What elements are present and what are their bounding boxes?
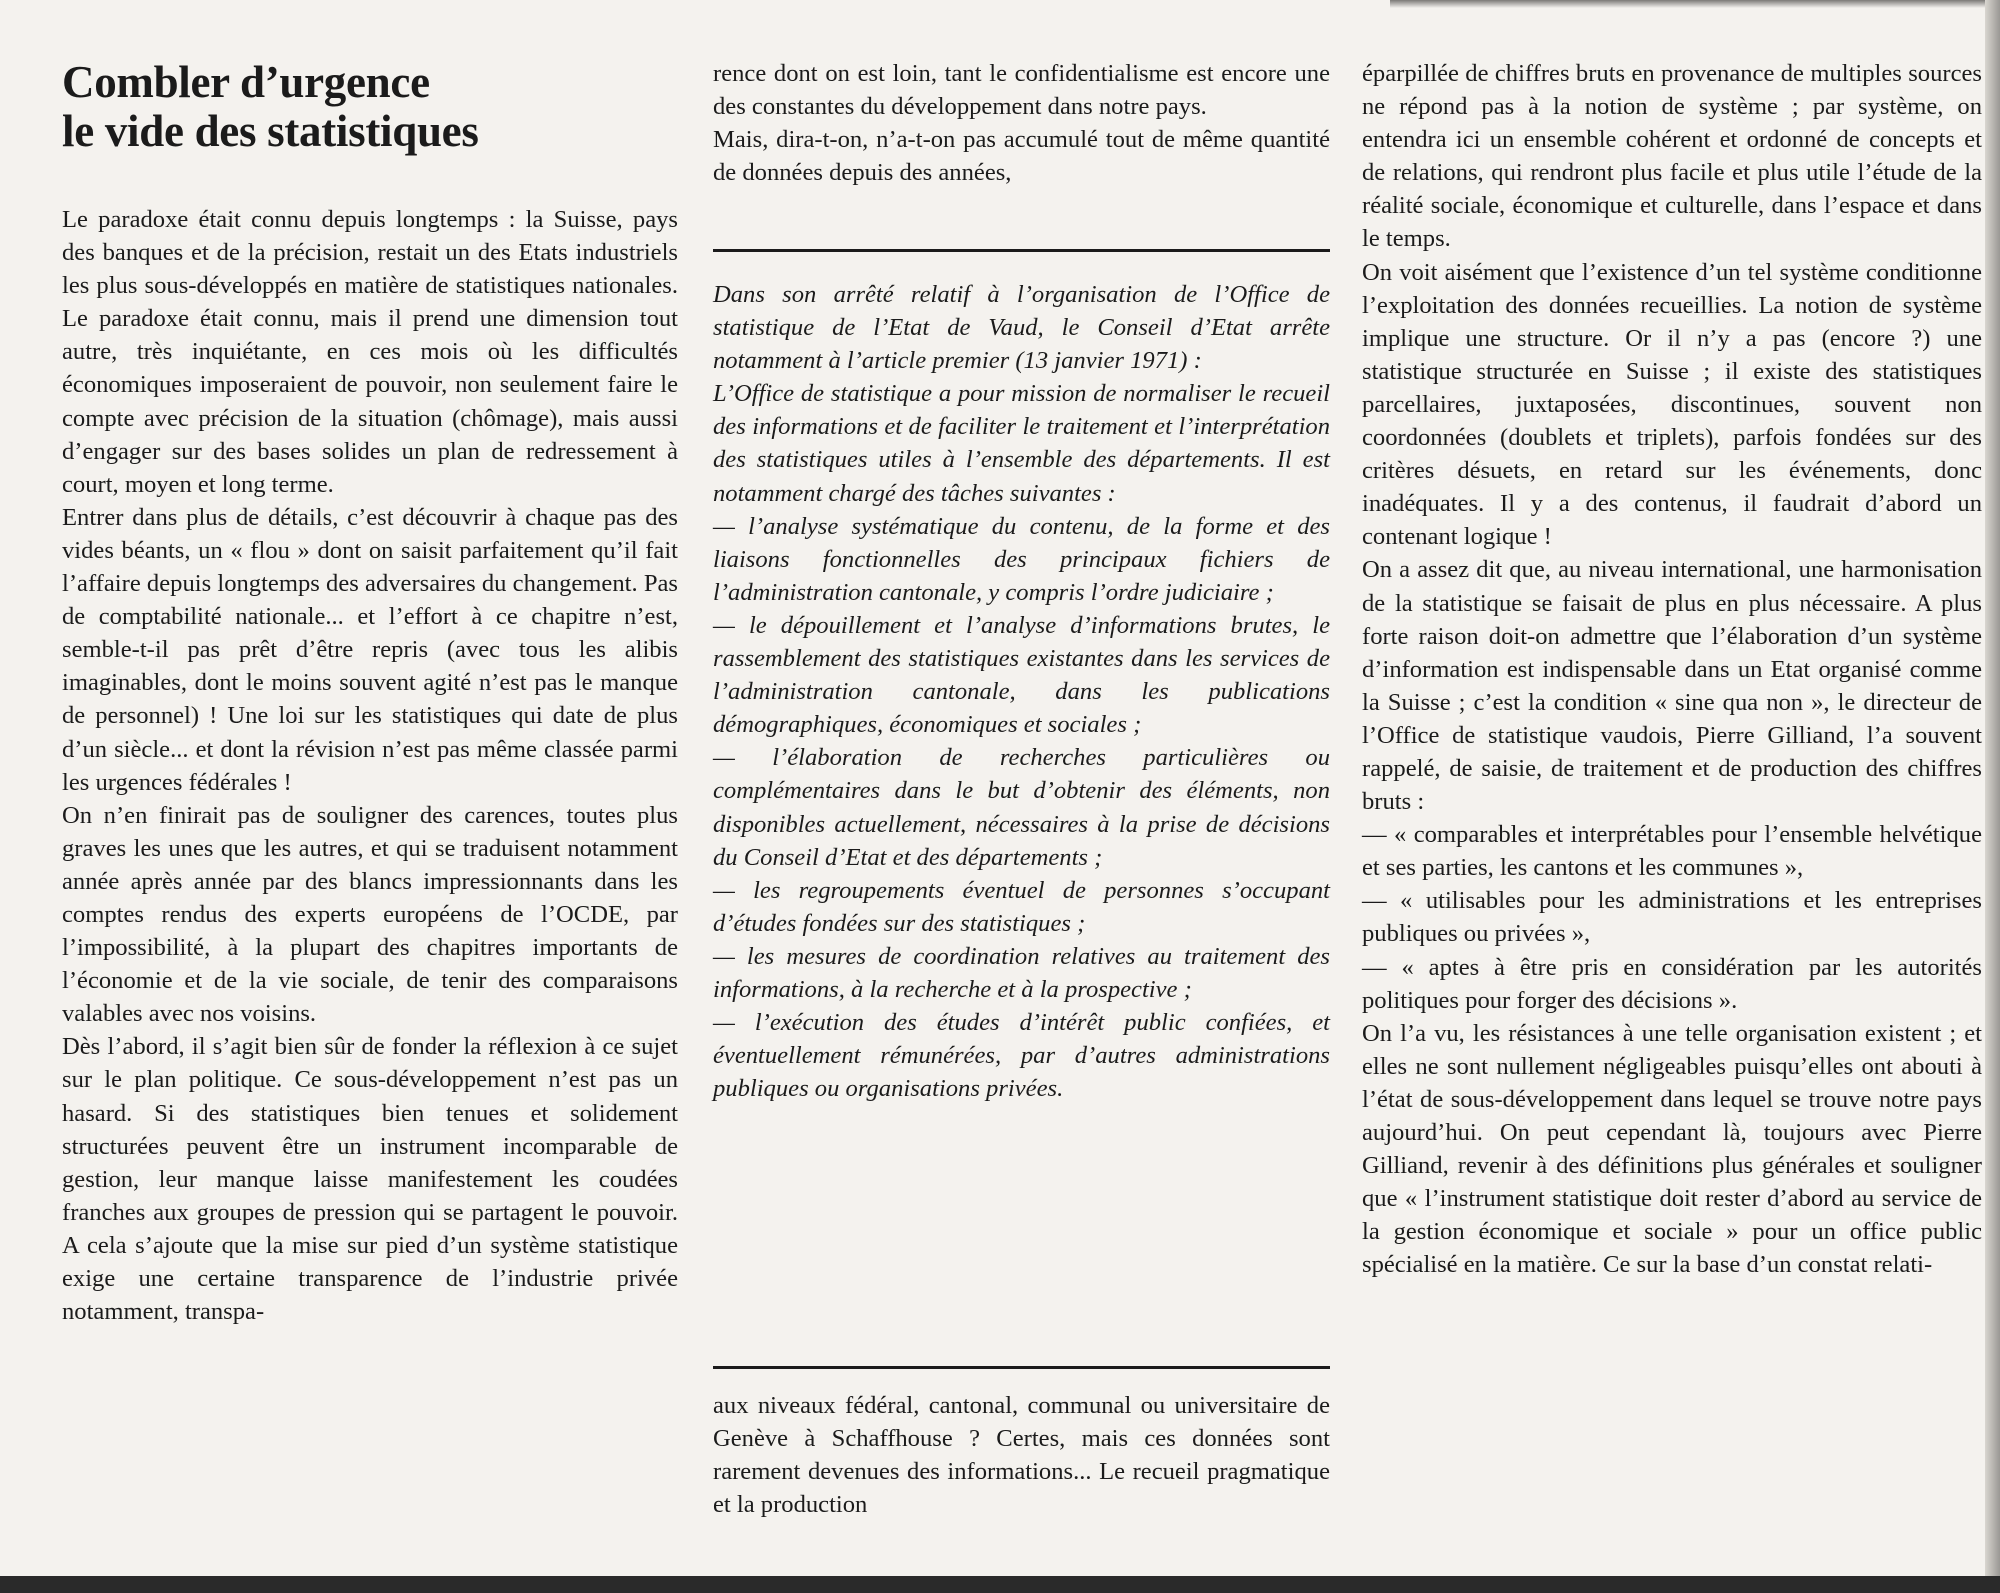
scan-right-edge (1985, 0, 2000, 1593)
paragraph: On n’en finirait pas de souligner des carences, toutes plus graves les unes que les autres, et qui se traduisent notamment année après année par des blancs impressionnants dans les comptes rendus des experts européens de l’OCDE, par l’impossibilité, à la plupart des chapitres importants de l’économie et de la vie sociale, de tenir des comparaisons valables avec nos voisins. (62, 801, 678, 1028)
box-paragraph: L’Office de statistique a pour mission de normaliser le recueil des informations et de faciliter le traitement et l’interprétation des statistiques utiles à l’ensemble des départements. Il est notamment chargé des tâches suivantes : (713, 380, 1330, 507)
paragraph: aux niveaux fédéral, cantonal, communal ou universitaire de Genève à Schaffhouse ? Certes, mais ces données sont rarement devenues des informations... Le recueil pragmatique et la production (713, 1392, 1330, 1519)
box-list-item: — le dépouillement et l’analyse d’informations brutes, le rassemblement des statistiques existantes dans les services de l’administration cantonale, dans les publications démographiques, économiques et sociales ; (713, 611, 1330, 739)
article-title (62, 58, 682, 156)
list-item: — « comparables et interprétables pour l’ensemble helvétique et ses parties, les cantons et les communes », (1362, 821, 1982, 882)
box-list-item: — les regroupements éventuel de personnes s’occupant d’études fondées sur des statistiques ; (713, 876, 1330, 937)
box-list-item: — l’exécution des études d’intérêt public confiées, et éventuellement rémunérées, par d’autres administrations publiques ou organisations privées. (713, 1009, 1330, 1103)
list-item: — « utilisables pour les administrations et les entreprises publiques ou privées », (1362, 887, 1982, 948)
paragraph: On l’a vu, les résistances à une telle organisation existent ; et elles ne sont nullement négligeables puisqu’elles ont abouti à l’état de sous-développement dans lequel se trouve notre pays aujourd’hui. On peut cependant là, toujours avec Pierre Gilliand, revenir à des définitions plus générales et souligner que « l’instrument statistique doit rester d’abord au service de la gestion économique et sociale » pour un office public spécialisé en la matière. Ce sur la base d’un constat relati- (1362, 1019, 1982, 1279)
list-item: — « aptes à être pris en considération par les autorités politiques pour forger des décisions ». (1362, 953, 1982, 1014)
paragraph: éparpillée de chiffres bruts en provenance de multiples sources ne répond pas à la notion de système ; par système, on entendra ici un ensemble cohérent et ordonné de concepts et de relations, qui rendront plus facile et plus utile l’étude de la réalité sociale, économique et culturelle, dans l’espace et dans le temps. (1362, 60, 1982, 253)
box-rule-bottom (713, 1366, 1330, 1369)
box-list-item: — les mesures de coordination relatives au traitement des informations, à la recherche et à la prospective ; (713, 942, 1330, 1003)
box-list-item: — l’élaboration de recherches particulières ou complémentaires dans le but d’obtenir des éléments, non disponibles actuellement, nécessaires à la prise de décisions du Conseil d’Etat et des départements ; (713, 744, 1330, 871)
title-line-1: Combler d’urgence (62, 57, 430, 107)
box-list-item: — l’analyse systématique du contenu, de la forme et des liaisons fonctionnelles des principaux fichiers de l’administration cantonale, y compris l’ordre judiciaire ; (713, 512, 1330, 606)
column-2-top (713, 57, 1330, 189)
paragraph: On voit aisément que l’existence d’un tel système conditionne l’exploitation des données recueillies. La notion de système implique une structure. Or il n’y a pas (encore ?) une statistique structurée en Suisse ; il existe des statistiques parcellaires, juxtaposées, discontinues, souvent non coordonnées (doublets et triplets), parfois fondées sur des critères désuets, en retard sur les événements, donc inadéquates. Il y a des contenus, il faudrait d’abord un contenant logique ! (1362, 258, 1982, 551)
column-1 (62, 203, 678, 1328)
paragraph: Dès l’abord, il s’agit bien sûr de fonder la réflexion à ce sujet sur le plan politique. Ce sous-développement n’est pas un hasard. Si des statistiques bien tenues et solidement structurées peuvent être un instrument incomparable de gestion, leur manque laisse manifestement les coudées franches aux groupes de pression qui se partagent le pouvoir. A cela s’ajoute que la mise sur pied d’un système statistique exige une certaine transparence de l’industrie privée notamment, transpa- (62, 1033, 678, 1326)
paragraph: rence dont on est loin, tant le confidentialisme est encore une des constantes du développement dans notre pays. (713, 60, 1330, 121)
box-rule-top (713, 249, 1330, 252)
column-2-bottom (713, 1389, 1330, 1521)
paragraph: Entrer dans plus de détails, c’est découvrir à chaque pas des vides béants, un « flou » dont on saisit parfaitement qu’il fait l’affaire depuis longtemps des adversaires du changement. Pas de comptabilité nationale... et l’effort à ce chapitre n’est, semble-t-il pas prêt d’être repris (avec tous les alibis imaginables, dont le moins souvent agité n’est pas le manque de personnel) ! Une loi sur les statistiques qui date de plus d’un siècle... et dont la révision n’est pas même classée parmi les urgences fédérales ! (62, 503, 678, 796)
paragraph: Le paradoxe était connu depuis longtemps : la Suisse, pays des banques et de la précision, restait un des Etats industriels les plus sous-développés en matière de statistiques nationales. Le paradoxe était connu, mais il prend une dimension tout autre, très inquiétante, en ces mois où les difficultés économiques imposeraient de pouvoir, non seulement faire le compte avec précision de la situation (chômage), mais aussi d’engager sur des bases solides un plan de redressement à court, moyen et long terme. (62, 206, 678, 498)
paragraph: On a assez dit que, au niveau international, une harmonisation de la statistique se faisait de plus en plus nécessaire. A plus forte raison doit-on admettre que l’élaboration d’un système d’information est indispensable dans un Etat organisé comme la Suisse ; c’est la condition « sine qua non », le directeur de l’Office de statistique vaudois, Pierre Gilliand, l’a souvent rappelé, de saisie, de traitement et de production des chiffres bruts : (1362, 556, 1982, 816)
sidebar-box-quote (713, 278, 1330, 1105)
scan-bottom-edge (0, 1576, 2000, 1593)
title-line-2: le vide des statistiques (62, 106, 479, 156)
paragraph: Mais, dira-t-on, n’a-t-on pas accumulé tout de même quantité de données depuis des années, (713, 126, 1330, 187)
scan-top-edge (1390, 0, 2000, 8)
column-3 (1362, 57, 1982, 1281)
box-paragraph: Dans son arrêté relatif à l’organisation de l’Office de statistique de l’Etat de Vaud, le Conseil d’Etat arrête notamment à l’article premier (13 janvier 1971) : (713, 281, 1330, 375)
